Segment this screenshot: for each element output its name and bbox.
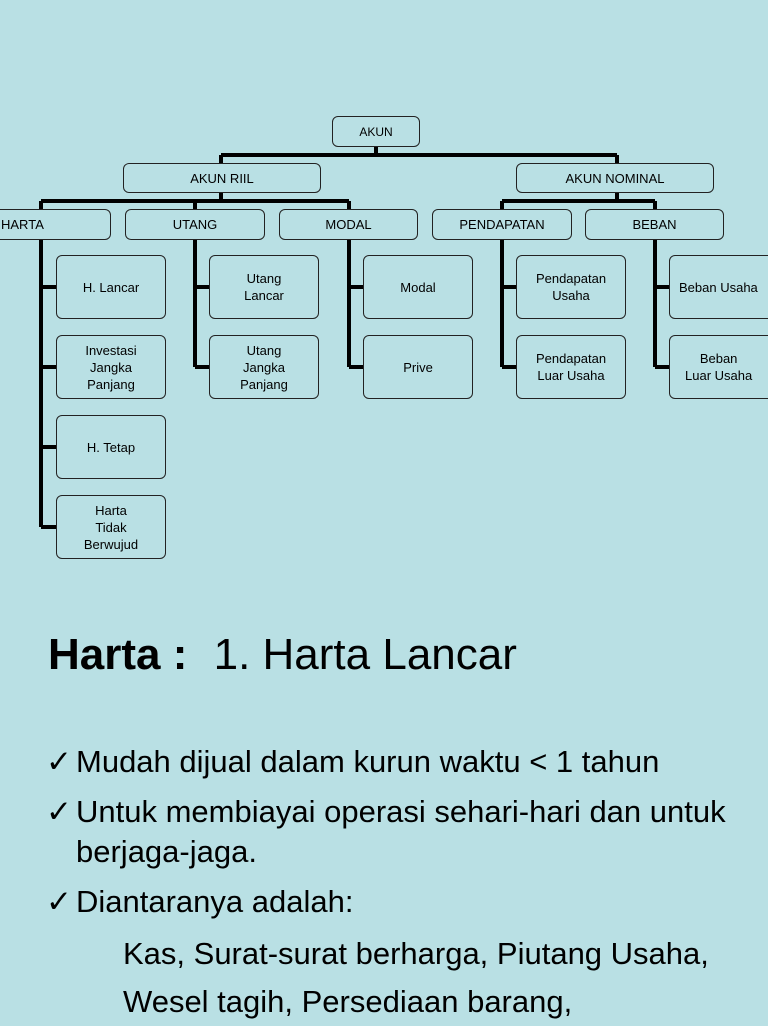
node-harta-tidak-berwujud: Harta Tidak Berwujud [56,495,166,559]
node-pendapatan-luar-usaha: Pendapatan Luar Usaha [516,335,626,399]
bullet-text: Untuk membiayai operasi sehari-hari dan untuk berjaga-jaga. [76,794,726,869]
node-beban-usaha: Beban Usaha [669,255,768,319]
node-utang-jangka-panjang: Utang Jangka Panjang [209,335,319,399]
heading-normal: 1. Harta Lancar [213,630,517,679]
examples-text: Kas, Surat-surat berharga, Piutang Usaha, Wesel tagih, Persediaan barang, [123,936,709,1019]
node-h-lancar: H. Lancar [56,255,166,319]
bullet-text: Diantaranya adalah: [76,884,354,919]
node-harta: HARTA [0,209,111,240]
checkmark-icon: ✓ [46,794,72,829]
node-beban: BEBAN [585,209,724,240]
node-investasi-jangka-panjang: Investasi Jangka Panjang [56,335,166,399]
node-utang: UTANG [125,209,265,240]
node-utang-lancar: Utang Lancar [209,255,319,319]
node-beban-luar-usaha: Beban Luar Usaha [669,335,768,399]
node-pendapatan-usaha: Pendapatan Usaha [516,255,626,319]
node-akun-riil: AKUN RIIL [123,163,321,193]
node-modal: MODAL [279,209,418,240]
bullet-item [46,742,768,782]
section-heading [48,630,517,680]
bullet-text: Mudah dijual dalam kurun waktu < 1 tahun [76,744,660,779]
heading-bold: Harta : [48,630,188,679]
bullet-item [46,792,768,872]
node-akun: AKUN [332,116,420,147]
bullet-item [46,882,768,922]
bullet-list [46,742,768,932]
node-akun-nominal: AKUN NOMINAL [516,163,714,193]
checkmark-icon: ✓ [46,884,72,919]
node-pendapatan: PENDAPATAN [432,209,572,240]
node-modal-item: Modal [363,255,473,319]
checkmark-icon: ✓ [46,744,72,779]
node-prive: Prive [363,335,473,399]
node-h-tetap: H. Tetap [56,415,166,479]
